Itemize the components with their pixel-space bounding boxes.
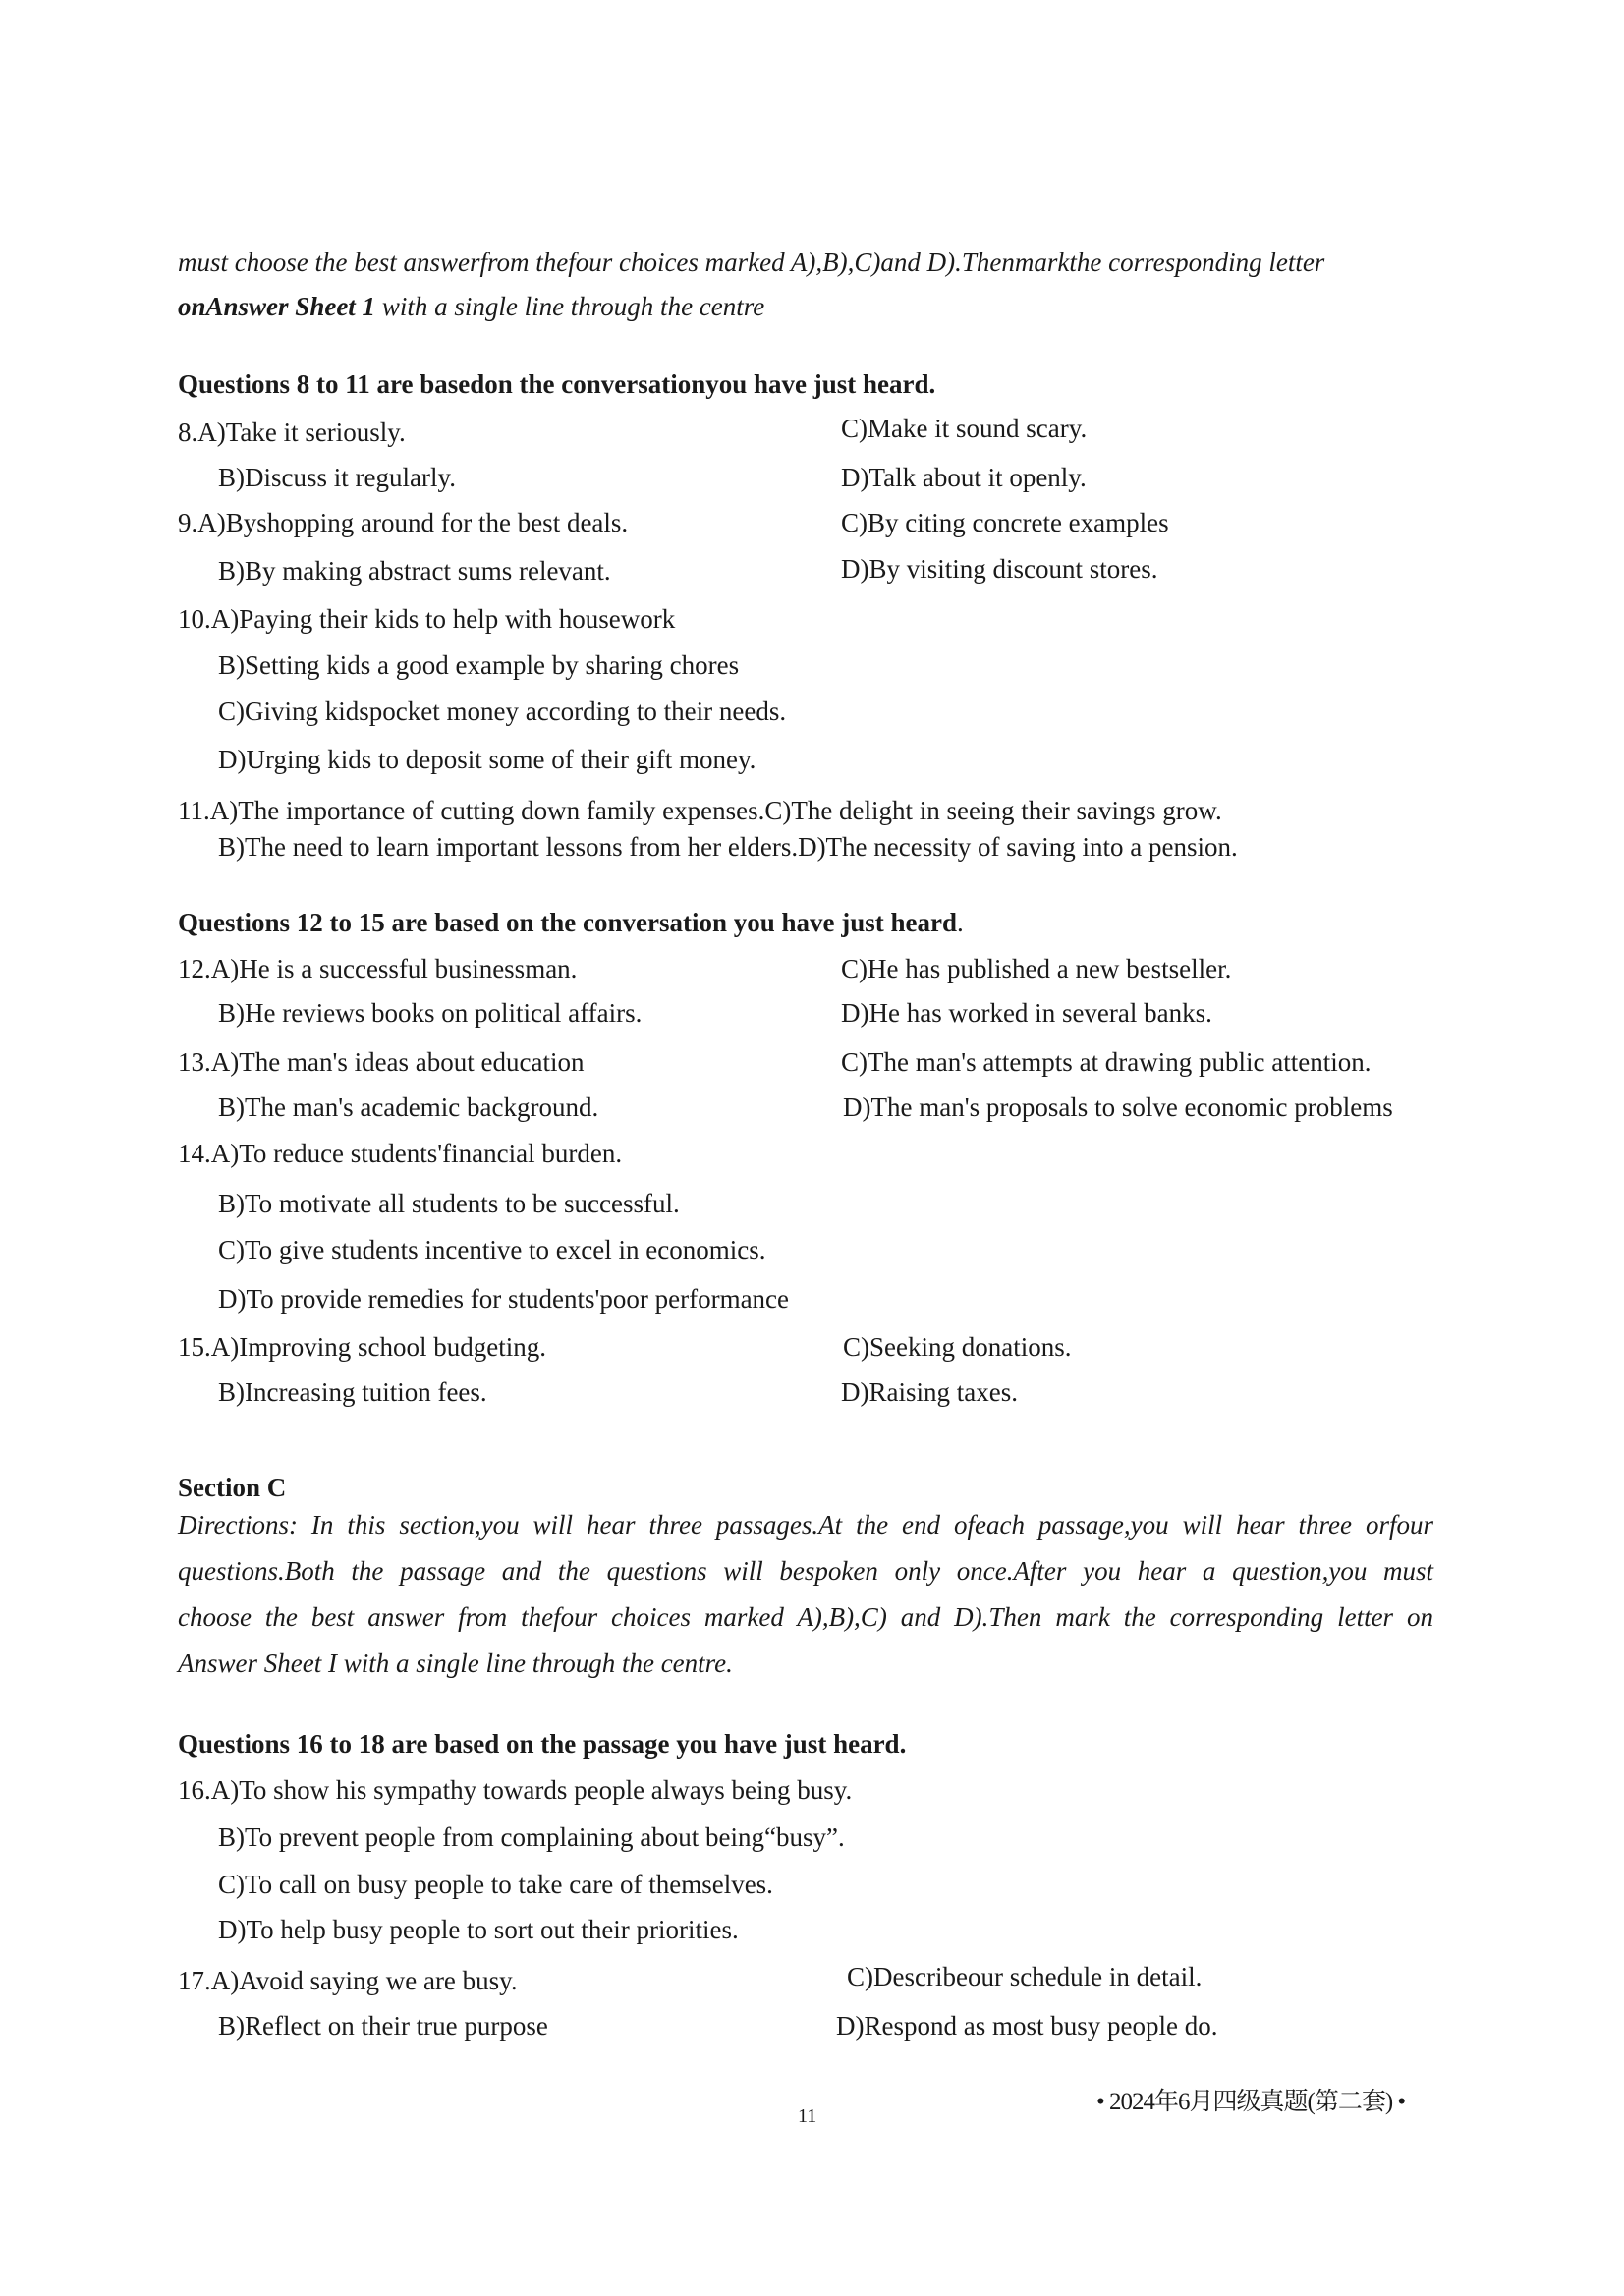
q14-option-d: D)To provide remedies for students'poor performance: [218, 1284, 790, 1314]
q10-option-d: D)Urging kids to deposit some of their gift money.: [218, 745, 756, 774]
group-heading-8-11: Questions 8 to 11 are basedon the conversationyou have just heard.: [178, 369, 936, 399]
section-c-title: Section C: [178, 1473, 287, 1502]
q17-option-b: B)Reflect on their true purpose: [218, 2011, 548, 2041]
intro-line-1: must choose the best answerfrom thefour choices marked A),B),C)and D).Thenmarkthe corresponding letter: [178, 248, 1325, 277]
q10-option-a: 10.A)Paying their kids to help with housework: [178, 604, 676, 634]
q12-option-a: 12.A)He is a successful businessman.: [178, 954, 578, 983]
q14-option-a: 14.A)To reduce students'financial burden.: [178, 1139, 623, 1168]
q8-option-b: B)Discuss it regularly.: [218, 463, 456, 492]
q13-option-b: B)The man's academic background.: [218, 1092, 599, 1122]
group-heading-12-15: Questions 12 to 15 are based on the conversation you have just heard.: [178, 908, 964, 937]
q15-option-c: C)Seeking donations.: [843, 1332, 1072, 1362]
q8-option-d: D)Talk about it openly.: [841, 463, 1087, 492]
answer-sheet-label: onAnswer Sheet 1: [178, 292, 376, 321]
q14-option-c: C)To give students incentive to excel in economics.: [218, 1235, 766, 1264]
q16-option-a: 16.A)To show his sympathy towards people always being busy.: [178, 1775, 853, 1805]
page-number: 11: [798, 2105, 817, 2127]
q13-option-a: 13.A)The man's ideas about education: [178, 1047, 585, 1077]
q15-option-a: 15.A)Improving school budgeting.: [178, 1332, 546, 1362]
q16-option-d: D)To help busy people to sort out their priorities.: [218, 1915, 739, 1944]
directions-line-1: Directions: In this section,you will hear three passages.At the end ofeach passage,you will hear three orfour: [178, 1510, 1433, 1540]
q11-options-a-c: 11.A)The importance of cutting down family expenses.C)The delight in seeing their savings grow.: [178, 796, 1222, 825]
directions-line-3: choose the best answer from thefour choices marked A),B),C) and D).Then mark the corresponding letter on: [178, 1602, 1433, 1632]
q11-options-b-d: B)The need to learn important lessons from her elders.D)The necessity of saving into a pension.: [218, 832, 1238, 862]
q16-option-b: B)To prevent people from complaining about being“busy”.: [218, 1822, 845, 1852]
q10-option-c: C)Giving kidspocket money according to their needs.: [218, 697, 787, 726]
q9-option-c: C)By citing concrete examples: [841, 508, 1169, 537]
q17-option-d: D)Respond as most busy people do.: [836, 2011, 1218, 2041]
footer-exam-title: • 2024年6月四级真题(第二套) •: [1096, 2089, 1406, 2115]
q9-option-b: B)By making abstract sums relevant.: [218, 556, 611, 586]
q8-option-c: C)Make it sound scary.: [841, 414, 1088, 443]
q17-option-a: 17.A)Avoid saying we are busy.: [178, 1966, 518, 1995]
q9-option-d: D)By visiting discount stores.: [841, 554, 1158, 584]
directions-line-2: questions.Both the passage and the questions will bespoken only once.After you hear a question,you must: [178, 1556, 1433, 1586]
q16-option-c: C)To call on busy people to take care of themselves.: [218, 1870, 773, 1899]
q12-option-b: B)He reviews books on political affairs.: [218, 998, 643, 1028]
q13-option-c: C)The man's attempts at drawing public attention.: [841, 1047, 1372, 1077]
directions-line-4: Answer Sheet I with a single line through the centre.: [178, 1649, 733, 1678]
group-heading-16-18: Questions 16 to 18 are based on the passage you have just heard.: [178, 1729, 907, 1759]
q14-option-b: B)To motivate all students to be successful.: [218, 1189, 680, 1218]
q9-option-a: 9.A)Byshopping around for the best deals.: [178, 508, 629, 537]
q10-option-b: B)Setting kids a good example by sharing chores: [218, 650, 740, 680]
q8-option-a: 8.A)Take it seriously.: [178, 418, 406, 447]
q17-option-c: C)Describeour schedule in detail.: [847, 1962, 1203, 1991]
intro-line-2-rest: with a single line through the centre: [375, 292, 765, 321]
intro-line-2: [178, 291, 764, 322]
q15-option-d: D)Raising taxes.: [841, 1377, 1018, 1407]
q15-option-b: B)Increasing tuition fees.: [218, 1377, 487, 1407]
q12-option-c: C)He has published a new bestseller.: [841, 954, 1232, 983]
q13-option-d: D)The man's proposals to solve economic problems: [843, 1092, 1393, 1122]
q12-option-d: D)He has worked in several banks.: [841, 998, 1212, 1028]
